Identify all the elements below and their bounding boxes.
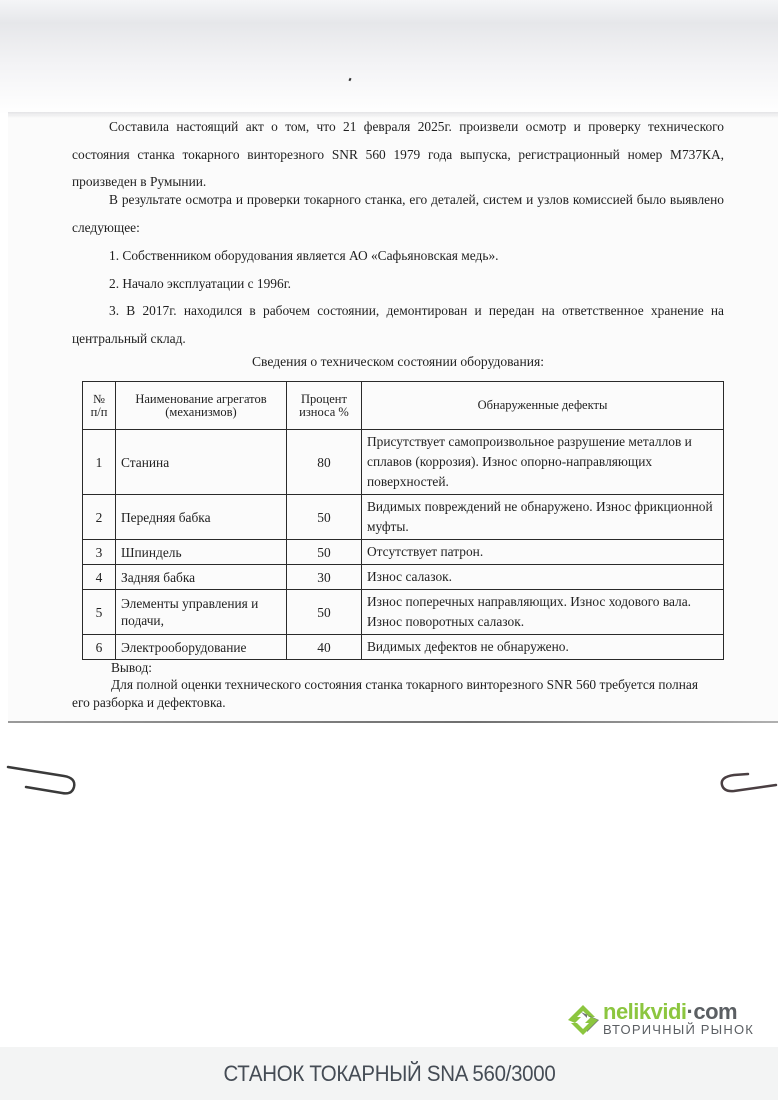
header-unit-name: Наименование агрегатов (механизмов) xyxy=(116,382,287,430)
brand-name-tld: com xyxy=(693,999,738,1024)
table-row xyxy=(83,540,724,565)
row-unit-name: Станина xyxy=(116,430,287,495)
row-defects: Износ салазок. xyxy=(362,565,724,590)
row-defects: Отсутствует патрон. xyxy=(362,540,724,565)
row-defects: Присутствует самопроизвольное разрушение металлов и сплавов (коррозия). Износ опорно-направляющих поверхностей. xyxy=(362,430,724,495)
row-wear: 80 xyxy=(287,430,362,495)
table-row xyxy=(83,590,724,635)
row-number: 2 xyxy=(83,495,116,540)
header-number: № п/п xyxy=(83,382,116,430)
row-unit-name: Шпиндель xyxy=(116,540,287,565)
paperclip-icon xyxy=(716,769,778,797)
watermark-brand-name xyxy=(603,1001,737,1023)
finding-item: 2. Начало эксплуатации с 1996г. xyxy=(109,276,292,291)
row-unit-name: Электрооборудование xyxy=(116,635,287,660)
table-row xyxy=(83,495,724,540)
watermark-subtitle: ВТОРИЧНЫЙ РЫНОК xyxy=(603,1022,755,1037)
paperclip-icon xyxy=(6,763,80,797)
listing-title: СТАНОК ТОКАРНЫЙ SNA 560/3000 xyxy=(222,1060,555,1086)
row-number: 3 xyxy=(83,540,116,565)
finding-item: 1. Собственником оборудования является АО «Сафьяновская медь». xyxy=(109,248,499,263)
row-wear: 40 xyxy=(287,635,362,660)
table-row xyxy=(83,430,724,495)
intro-paragraph: Составила настоящий акт о том, что 21 февраля 2025г. произвели осмотр и проверку технического состояния станка токарного винторезного SNR 560 1979 года выпуска, регистрационный номер М737КА, произведен в Румынии. xyxy=(72,119,724,189)
scan-top-background xyxy=(0,0,778,115)
finding-item: 3. В 2017г. находился в рабочем состоянии, демонтирован и передан на ответственное хранение на центральный склад. xyxy=(72,303,724,346)
brand-name-main: nelikvidi xyxy=(603,999,687,1024)
row-defects: Видимых повреждений не обнаружено. Износ фрикционной муфты. xyxy=(362,495,724,540)
row-wear: 50 xyxy=(287,540,362,565)
row-number: 4 xyxy=(83,565,116,590)
row-wear: 30 xyxy=(287,565,362,590)
header-defects: Обнаруженные дефекты xyxy=(362,382,724,430)
row-unit-name: Элементы управления и подачи, xyxy=(116,590,287,635)
row-defects: Износ поперечных направляющих. Износ ходового вала. Износ поворотных салазок. xyxy=(362,590,724,635)
row-defects: Видимых дефектов не обнаружено. xyxy=(362,635,724,660)
caption-bar xyxy=(0,1047,778,1100)
diamond-arrows-logo-icon xyxy=(565,1004,601,1036)
watermark-logo xyxy=(565,1000,765,1040)
table-row xyxy=(83,635,724,660)
brand-name-tld-separator: · xyxy=(686,999,694,1024)
technical-condition-table xyxy=(82,381,724,660)
row-wear: 50 xyxy=(287,495,362,540)
row-number: 1 xyxy=(83,430,116,495)
table-header-row xyxy=(83,382,724,430)
row-wear: 50 xyxy=(287,590,362,635)
page-bottom-edge xyxy=(8,721,778,723)
table-row xyxy=(83,565,724,590)
findings-intro-paragraph: В результате осмотра и проверки токарного станка, его деталей, систем и узлов комиссией было выявлено следующее: xyxy=(72,192,724,235)
row-number: 5 xyxy=(83,590,116,635)
conclusion-text: Для полной оценки технического состояния станка токарного винторезного SNR 560 требуется полная его разборка и дефектовка. xyxy=(72,677,698,710)
conclusion-title: Вывод: xyxy=(111,660,153,675)
row-unit-name: Задняя бабка xyxy=(116,565,287,590)
header-wear-percent: Процент износа % xyxy=(287,382,362,430)
row-number: 6 xyxy=(83,635,116,660)
table-caption: Сведения о техническом состоянии оборудования: xyxy=(251,354,545,369)
row-unit-name: Передняя бабка xyxy=(116,495,287,540)
